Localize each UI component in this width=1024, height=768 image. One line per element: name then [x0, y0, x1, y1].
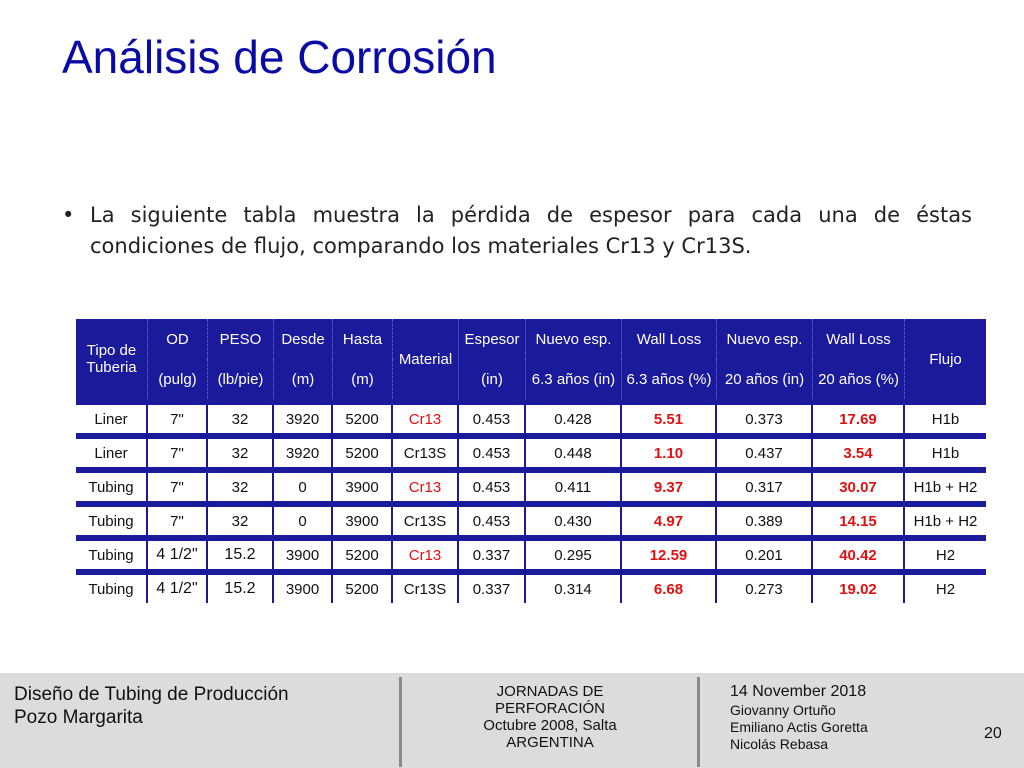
cell-espesor: 0.337 — [459, 573, 526, 603]
cell-tipo: Tubing — [76, 573, 148, 603]
cell-flujo: H1b — [905, 437, 986, 467]
cell-espesor: 0.337 — [459, 539, 526, 569]
table-header-units-row — [76, 359, 986, 399]
cell-espesor: 0.453 — [459, 471, 526, 501]
cell-tipo: Tubing — [76, 539, 148, 569]
cell-desde: 3920 — [274, 437, 333, 467]
cell-peso: 32 — [208, 505, 274, 535]
unit-nuevo-esp-6: 6.3 años (in) — [526, 359, 622, 399]
header-nuevo-esp-20: Nuevo esp. — [717, 319, 813, 359]
cell-wall2: 3.54 — [813, 437, 905, 467]
cell-material: Cr13 — [393, 403, 459, 433]
slide-title: Análisis de Corrosión — [62, 31, 497, 83]
cell-nuevo2: 0.437 — [717, 437, 813, 467]
footer-author-2: Emiliano Actis Goretta — [730, 719, 868, 735]
cell-espesor: 0.453 — [459, 505, 526, 535]
cell-nuevo1: 0.428 — [526, 403, 622, 433]
cell-hasta: 5200 — [333, 437, 393, 467]
cell-od: 7" — [148, 403, 208, 433]
cell-wall1: 9.37 — [622, 471, 717, 501]
cell-wall2: 17.69 — [813, 403, 905, 433]
footer-authors — [730, 682, 868, 753]
header-material: Material — [393, 319, 459, 399]
header-desde: Desde — [274, 319, 333, 359]
cell-flujo: H1b + H2 — [905, 471, 986, 501]
unit-nuevo-esp-20: 20 años (in) — [717, 359, 813, 399]
cell-wall1: 5.51 — [622, 403, 717, 433]
header-od: OD — [148, 319, 208, 359]
cell-nuevo1: 0.295 — [526, 539, 622, 569]
footer-left-line1: Diseño de Tubing de Producción — [14, 684, 289, 705]
footer-course-title — [14, 683, 289, 729]
cell-nuevo1: 0.411 — [526, 471, 622, 501]
cell-wall2: 19.02 — [813, 573, 905, 603]
cell-desde: 0 — [274, 505, 333, 535]
footer-author-1: Giovanny Ortuño — [730, 702, 836, 718]
footer-author-3: Nicolás Rebasa — [730, 736, 829, 752]
cell-hasta: 3900 — [333, 505, 393, 535]
cell-material: Cr13S — [393, 437, 459, 467]
bullet-point — [62, 200, 972, 262]
table-row — [76, 539, 986, 569]
table-row — [76, 573, 986, 603]
cell-flujo: H2 — [905, 573, 986, 603]
cell-tipo: Liner — [76, 403, 148, 433]
cell-tipo: Liner — [76, 437, 148, 467]
footer-center-line4: ARGENTINA — [506, 734, 594, 751]
unit-od: (pulg) — [148, 359, 208, 399]
header-hasta: Hasta — [333, 319, 393, 359]
cell-espesor: 0.453 — [459, 437, 526, 467]
bullet-text: La siguiente tabla muestra la pérdida de espesor para cada una de éstas condiciones de flujo, comparando los materiales Cr13 y Cr13S. — [90, 203, 972, 258]
unit-wall-loss-20: 20 años (%) — [813, 359, 905, 399]
cell-material: Cr13 — [393, 471, 459, 501]
header-wall-loss-6: Wall Loss — [622, 319, 717, 359]
cell-hasta: 3900 — [333, 471, 393, 501]
corrosion-table — [76, 319, 986, 603]
table-row — [76, 437, 986, 467]
cell-material: Cr13S — [393, 573, 459, 603]
cell-wall2: 40.42 — [813, 539, 905, 569]
cell-nuevo2: 0.389 — [717, 505, 813, 535]
cell-wall1: 12.59 — [622, 539, 717, 569]
footer-date: 14 November 2018 — [730, 683, 867, 700]
footer-center-line2: PERFORACIÓN — [494, 700, 605, 717]
cell-wall2: 14.15 — [813, 505, 905, 535]
cell-hasta: 5200 — [333, 573, 393, 603]
cell-peso: 32 — [208, 437, 274, 467]
footer-divider — [399, 677, 402, 767]
cell-desde: 0 — [274, 471, 333, 501]
cell-od: 7" — [148, 505, 208, 535]
cell-nuevo1: 0.430 — [526, 505, 622, 535]
cell-peso: 15.2 — [208, 539, 274, 569]
cell-nuevo2: 0.273 — [717, 573, 813, 603]
header-tipo: Tipo de Tuberia — [76, 319, 148, 399]
cell-flujo: H1b — [905, 403, 986, 433]
cell-hasta: 5200 — [333, 403, 393, 433]
table-row — [76, 505, 986, 535]
header-espesor: Espesor — [459, 319, 526, 359]
header-nuevo-esp-6: Nuevo esp. — [526, 319, 622, 359]
cell-nuevo2: 0.201 — [717, 539, 813, 569]
cell-peso: 15.2 — [208, 573, 274, 603]
footer-event — [440, 683, 660, 751]
cell-hasta: 5200 — [333, 539, 393, 569]
cell-nuevo1: 0.448 — [526, 437, 622, 467]
unit-peso: (lb/pie) — [208, 359, 274, 399]
cell-wall2: 30.07 — [813, 471, 905, 501]
table-row — [76, 471, 986, 501]
unit-desde: (m) — [274, 359, 333, 399]
footer — [0, 673, 1024, 768]
cell-wall1: 4.97 — [622, 505, 717, 535]
footer-center-line3: Octubre 2008, Salta — [483, 717, 617, 734]
unit-espesor: (in) — [459, 359, 526, 399]
cell-espesor: 0.453 — [459, 403, 526, 433]
cell-desde: 3900 — [274, 573, 333, 603]
unit-hasta: (m) — [333, 359, 393, 399]
cell-nuevo2: 0.317 — [717, 471, 813, 501]
cell-wall1: 1.10 — [622, 437, 717, 467]
cell-od: 7" — [148, 437, 208, 467]
cell-nuevo2: 0.373 — [717, 403, 813, 433]
cell-desde: 3920 — [274, 403, 333, 433]
cell-od: 7" — [148, 471, 208, 501]
cell-peso: 32 — [208, 471, 274, 501]
cell-tipo: Tubing — [76, 505, 148, 535]
cell-material: Cr13S — [393, 505, 459, 535]
cell-wall1: 6.68 — [622, 573, 717, 603]
footer-left-line2: Pozo Margarita — [14, 707, 143, 728]
table-row — [76, 403, 986, 433]
cell-tipo: Tubing — [76, 471, 148, 501]
cell-od: 4 1/2" — [148, 573, 208, 603]
table-body — [76, 403, 986, 603]
header-wall-loss-20: Wall Loss — [813, 319, 905, 359]
table-header-row — [76, 319, 986, 359]
cell-peso: 32 — [208, 403, 274, 433]
cell-desde: 3900 — [274, 539, 333, 569]
footer-center-line1: JORNADAS DE — [496, 683, 604, 700]
cell-material: Cr13 — [393, 539, 459, 569]
bullet-dot-icon: • — [62, 203, 75, 227]
header-peso: PESO — [208, 319, 274, 359]
cell-nuevo1: 0.314 — [526, 573, 622, 603]
unit-wall-loss-6: 6.3 años (%) — [622, 359, 717, 399]
corrosion-table-container — [76, 319, 986, 597]
page-number: 20 — [984, 725, 1002, 742]
footer-divider — [697, 677, 700, 767]
cell-flujo: H2 — [905, 539, 986, 569]
cell-od: 4 1/2" — [148, 539, 208, 569]
header-flujo: Flujo — [905, 319, 986, 399]
cell-flujo: H1b + H2 — [905, 505, 986, 535]
